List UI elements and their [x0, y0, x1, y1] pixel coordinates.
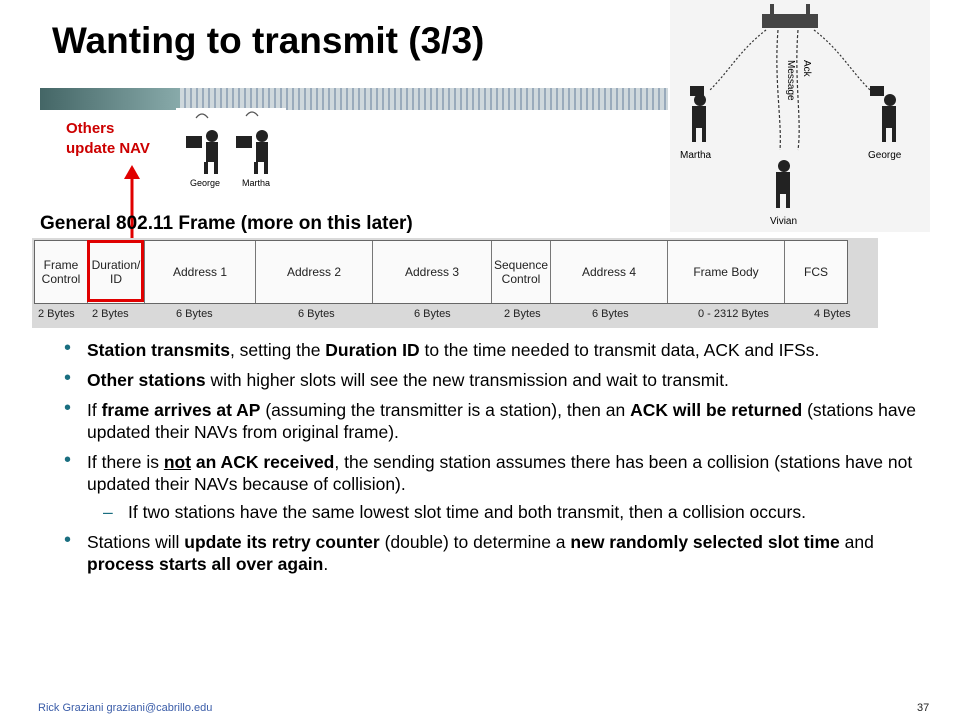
bullet-retry-counter: • Stations will update its retry counter (double) to determine a new randomly selected slot time and process starts all over again.: [64, 529, 874, 574]
bullet-frame-arrives: • If frame arrives at AP (assuming the transmitter is a station), then an ACK will be returned (stations have updated their NAVs from original frame).: [64, 397, 917, 442]
bytes-address-4: 6 Bytes: [592, 308, 629, 320]
label-vivian: Vivian: [770, 216, 798, 227]
field-duration-id: Duration/ ID: [88, 241, 145, 303]
wireless-ap-illustration: [670, 0, 930, 232]
field-address-2: Address 2: [256, 241, 373, 303]
bytes-sequence-control: 2 Bytes: [504, 308, 541, 320]
footer-author: Rick Graziani graziani@cabrillo.edu: [38, 702, 213, 714]
field-address-1: Address 1: [145, 241, 256, 303]
bytes-duration-id: 2 Bytes: [92, 308, 129, 320]
bytes-fcs: 4 Bytes: [814, 308, 851, 320]
stations-illustration: [176, 108, 286, 192]
label-message: Message: [785, 60, 796, 101]
bullet-other-stations: • Other stations with higher slots will see the new transmission and wait to transmit.: [64, 367, 729, 390]
label-martha-right: Martha: [680, 150, 712, 161]
bullet-station-transmits: • Station transmits, setting the Duration ID to the time needed to transmit data, ACK and IFSs.: [64, 337, 820, 360]
sub-bullet-collision: – If two stations have the same lowest slot time and both transmit, then a collision occurs.: [103, 502, 806, 522]
field-address-3: Address 3: [373, 241, 492, 303]
bytes-address-2: 6 Bytes: [298, 308, 335, 320]
bytes-address-1: 6 Bytes: [176, 308, 213, 320]
label-george: George: [190, 178, 221, 188]
bullet-no-ack: • If there is not an ACK received, the sending station assumes there has been a collision (stations have not updated their NAVs because of collision).: [64, 449, 913, 494]
nav-update-note: Others update NAV: [66, 120, 150, 157]
page-number: 37: [917, 702, 930, 714]
duration-id-highlight: [87, 240, 144, 302]
frame-heading: General 802.11 Frame (more on this later): [40, 213, 413, 234]
bytes-frame-control: 2 Bytes: [38, 308, 75, 320]
field-fcs: FCS: [804, 265, 828, 279]
field-frame-body: Frame Body: [668, 241, 785, 303]
slide-title: Wanting to transmit (3/3): [52, 20, 485, 61]
bullet-list: [62, 339, 932, 583]
bytes-frame-body: 0 - 2312 Bytes: [698, 308, 769, 320]
label-george-right: George: [868, 150, 902, 161]
field-address-4: Address 4: [551, 241, 668, 303]
field-frame-control: Frame Control: [35, 241, 88, 303]
label-ack: Ack: [801, 60, 812, 77]
frame-format-diagram: [32, 238, 878, 328]
field-sequence-control: Sequence Control: [492, 241, 551, 303]
label-martha: Martha: [242, 178, 271, 188]
decorative-header-bar: [40, 88, 668, 110]
bytes-address-3: 6 Bytes: [414, 308, 451, 320]
